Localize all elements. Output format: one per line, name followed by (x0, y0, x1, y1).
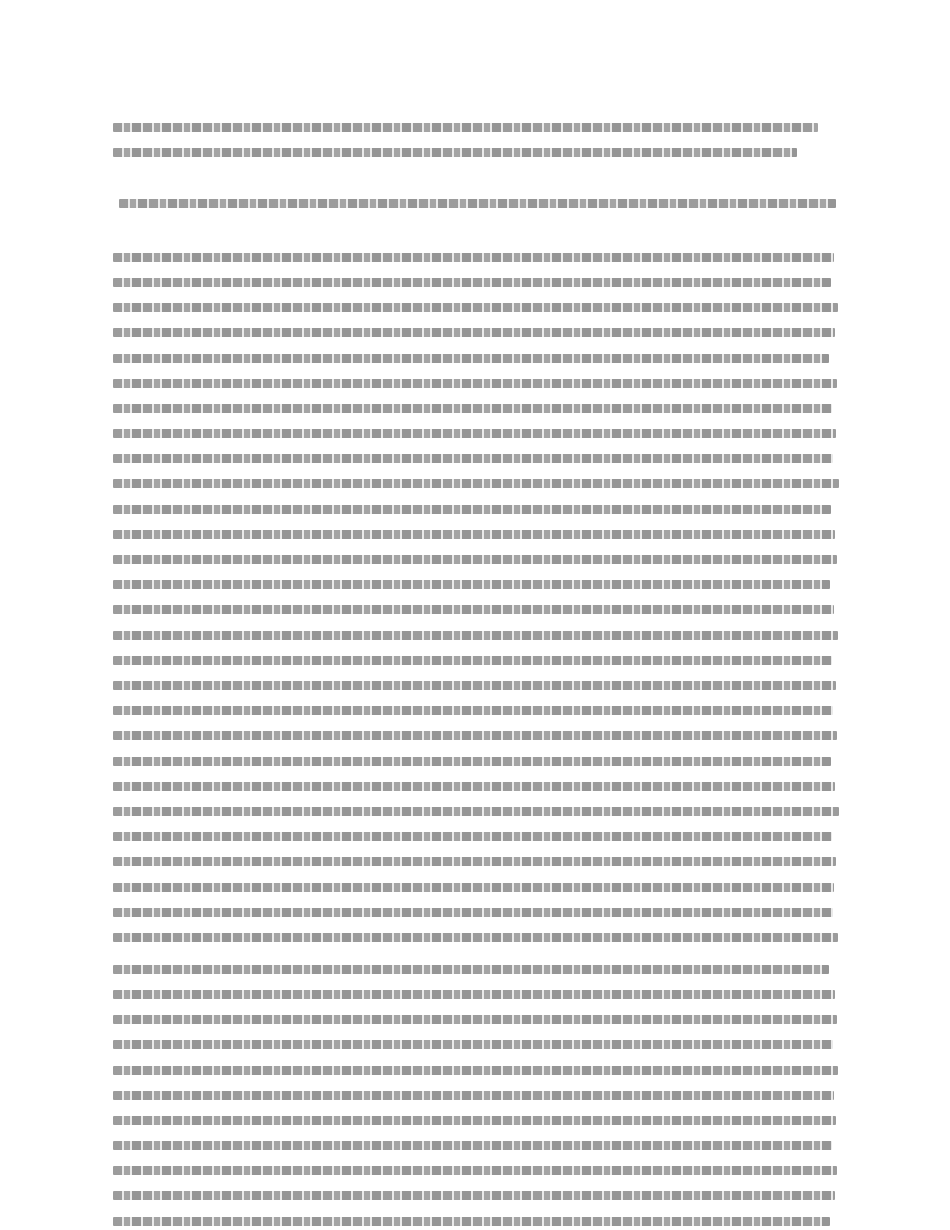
text-line (113, 580, 830, 589)
text-line (113, 1191, 835, 1200)
text-line (113, 1015, 837, 1024)
text-line (113, 706, 833, 715)
text-line (113, 253, 834, 262)
text-line (113, 1091, 834, 1100)
text-line (119, 199, 836, 208)
text-line (113, 454, 833, 463)
text-line (113, 379, 837, 388)
text-line (113, 807, 839, 816)
text-line (113, 832, 832, 841)
text-line (113, 883, 834, 892)
text-line (113, 1217, 830, 1226)
text-line (113, 857, 836, 866)
text-line (113, 1116, 836, 1125)
text-line (113, 605, 834, 614)
text-line (113, 782, 835, 791)
text-line (113, 656, 832, 665)
text-line (113, 908, 833, 917)
text-line (113, 965, 829, 974)
text-line (113, 148, 797, 157)
text-line (113, 354, 829, 363)
text-line (113, 757, 831, 766)
text-line (113, 404, 832, 413)
text-line (113, 1066, 838, 1075)
text-line (113, 530, 835, 539)
text-line (113, 933, 838, 942)
text-line (113, 1040, 833, 1049)
text-line (113, 990, 835, 999)
text-line (113, 123, 818, 132)
text-line (113, 631, 838, 640)
text-line (113, 681, 836, 690)
text-line (113, 505, 831, 514)
text-line (113, 1166, 837, 1175)
text-line (113, 429, 836, 438)
text-line (113, 303, 838, 312)
text-line (113, 731, 837, 740)
text-line (113, 328, 835, 337)
text-line (113, 278, 831, 287)
text-line (113, 479, 839, 488)
text-line (113, 555, 837, 564)
text-line (113, 1141, 832, 1150)
